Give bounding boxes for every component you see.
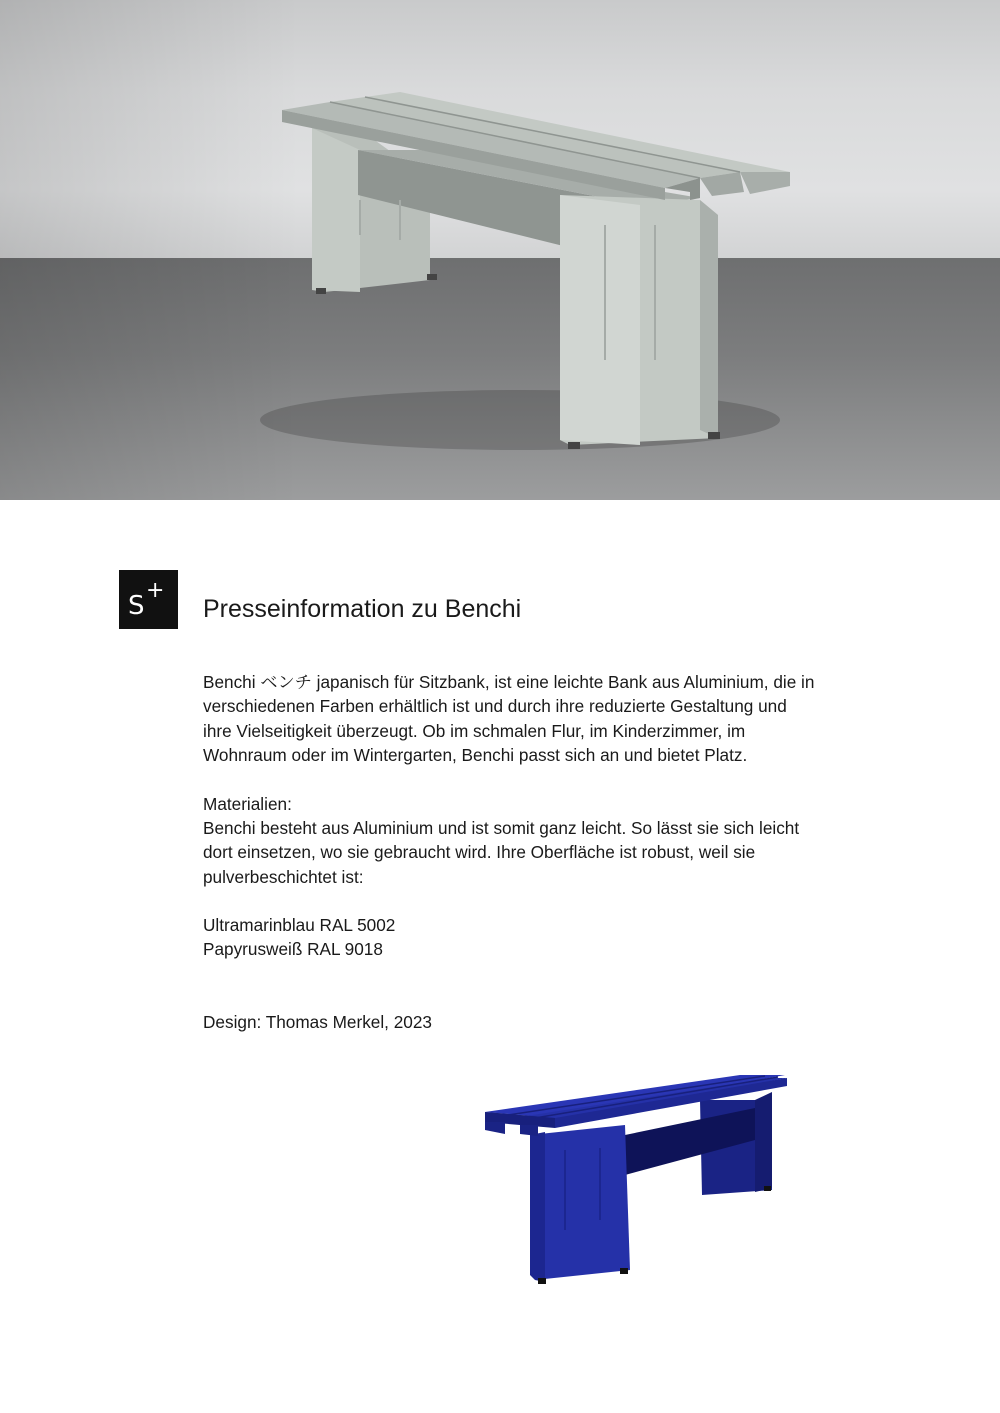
intro-line: Wohnraum oder im Wintergarten, Benchi passt sich an und bietet Platz. [203, 744, 748, 765]
grey-bench-icon [0, 0, 1000, 500]
materials-line: dort einsetzen, wo sie gebraucht wird. Ihre Oberfläche ist robust, weil sie [203, 842, 756, 863]
materials-line: pulverbeschichtet ist: [203, 866, 364, 887]
color-option-ultramarine: Ultramarinblau RAL 5002 [203, 915, 396, 935]
logo-plus-icon: + [146, 578, 165, 603]
logo-letter: S [128, 591, 145, 621]
hero-photo [0, 0, 1000, 500]
product-photo [480, 1070, 800, 1285]
materials-heading: Materialien: [203, 794, 292, 814]
page-title: Presseinformation zu Benchi [203, 595, 522, 623]
materials-line: Benchi besteht aus Aluminium und ist somit ganz leicht. So lässt sie sich leicht [203, 818, 800, 838]
design-credit: Design: Thomas Merkel, 2023 [203, 1012, 432, 1032]
intro-line: ihre Vielseitigkeit überzeugt. Ob im schmalen Flur, im Kinderzimmer, im [203, 720, 746, 741]
brand-logo [119, 570, 178, 629]
intro-line: Benchi ベンチ japanisch für Sitzbank, ist eine leichte Bank aus Aluminium, die in [203, 672, 815, 692]
intro-paragraph [203, 670, 893, 767]
blue-bench-icon [480, 1070, 800, 1285]
materials-paragraph [203, 816, 893, 889]
intro-line: verschiedenen Farben erhältlich ist und durch ihre reduzierte Gestaltung und [203, 696, 787, 717]
color-option-papyrus: Papyrusweiß RAL 9018 [203, 939, 383, 959]
